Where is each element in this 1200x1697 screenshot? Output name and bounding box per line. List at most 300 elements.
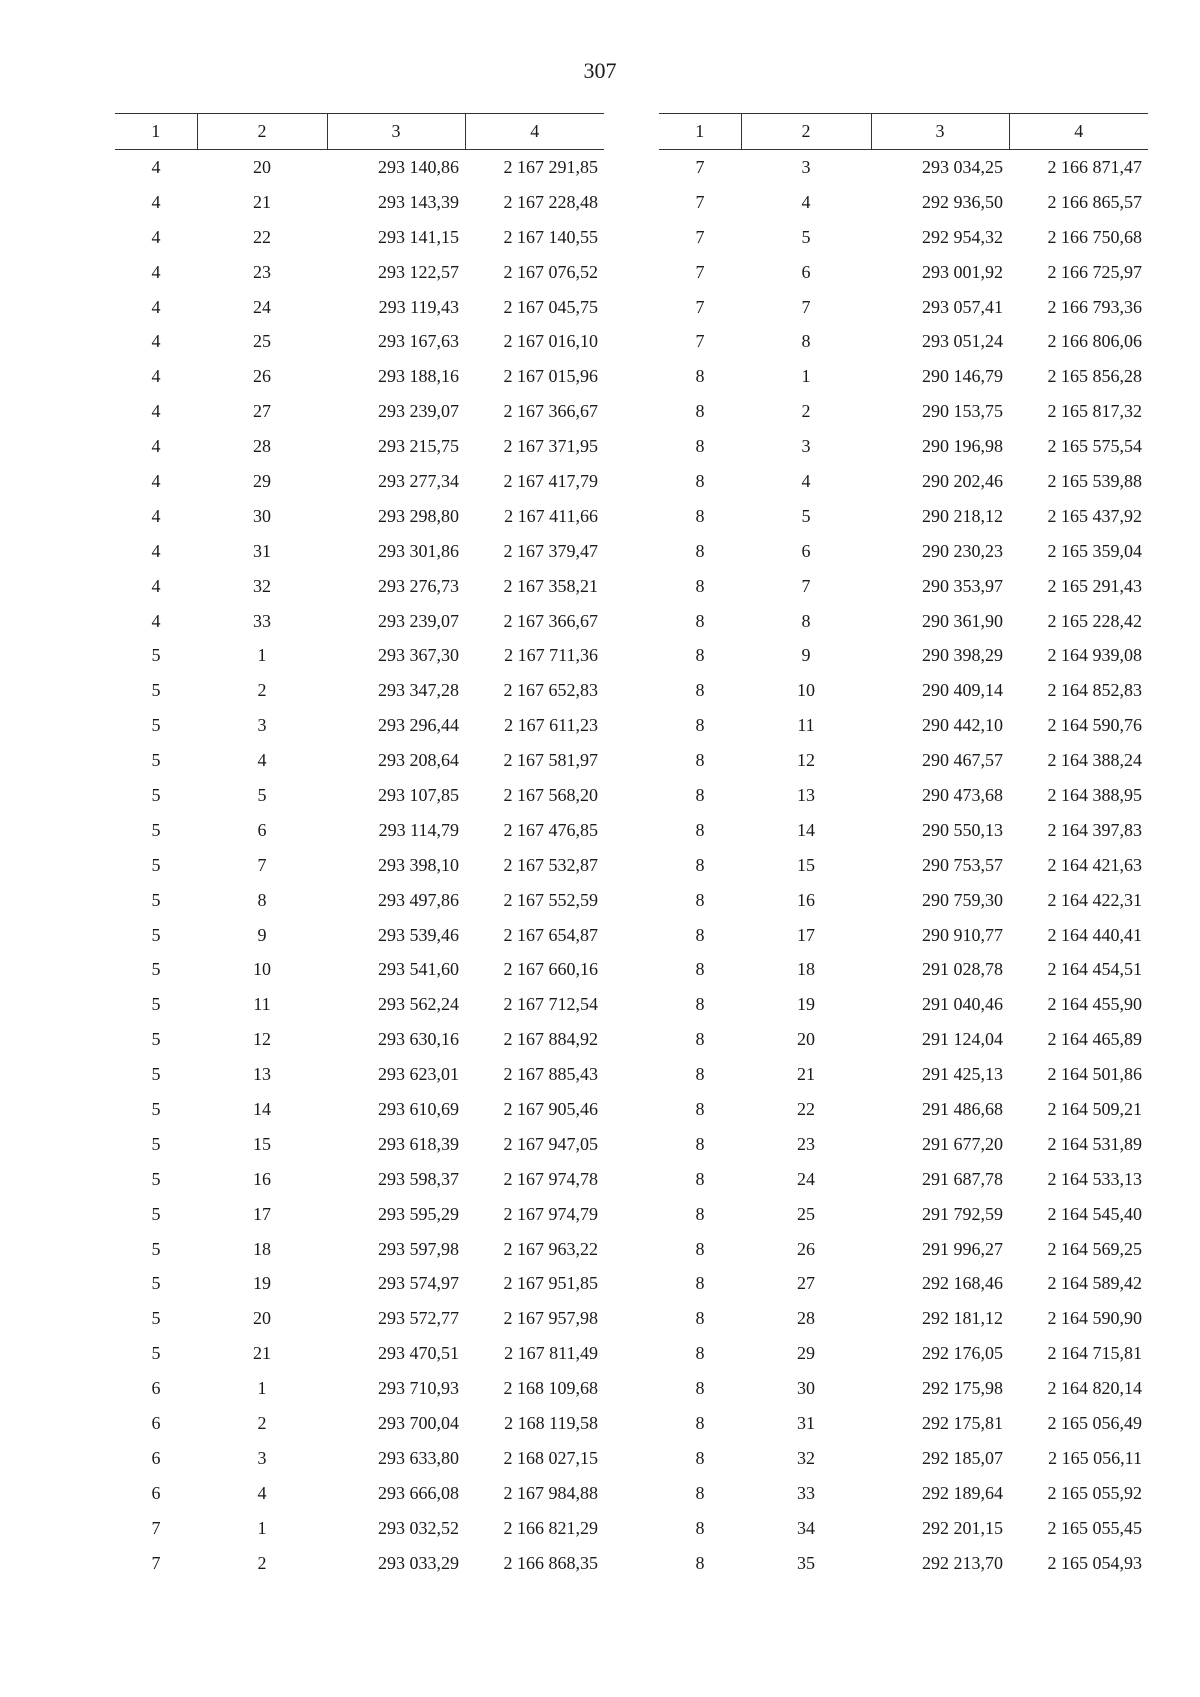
table-row bbox=[659, 638, 1148, 673]
cell-col-4: 2 164 590,90 bbox=[1047, 1308, 1142, 1329]
cell-col-1: 8 bbox=[695, 1064, 705, 1085]
cell-col-1: 8 bbox=[695, 1029, 705, 1050]
cell-col-2: 3 bbox=[801, 436, 811, 457]
cell-col-4: 2 164 715,81 bbox=[1047, 1343, 1142, 1364]
cell-col-2: 28 bbox=[253, 436, 271, 457]
table-row bbox=[659, 673, 1148, 708]
table-row bbox=[115, 918, 604, 953]
cell-col-3: 293 239,07 bbox=[378, 610, 459, 631]
table-row bbox=[659, 220, 1148, 255]
cell-col-2: 4 bbox=[257, 1482, 267, 1503]
cell-col-1: 5 bbox=[151, 1238, 161, 1259]
table-row bbox=[659, 1022, 1148, 1057]
table-row bbox=[115, 499, 604, 534]
table-row bbox=[115, 1057, 604, 1092]
cell-col-2: 13 bbox=[797, 784, 815, 805]
cell-col-1: 5 bbox=[151, 1273, 161, 1294]
cell-col-1: 7 bbox=[695, 331, 705, 352]
cell-col-2: 20 bbox=[797, 1029, 815, 1050]
table-row bbox=[659, 534, 1148, 569]
cell-col-2: 1 bbox=[257, 1378, 267, 1399]
cell-col-4: 2 167 885,43 bbox=[503, 1064, 598, 1085]
cell-col-1: 8 bbox=[695, 680, 705, 701]
cell-col-2: 32 bbox=[253, 575, 271, 596]
cell-col-3: 290 550,13 bbox=[922, 819, 1003, 840]
cell-col-3: 292 189,64 bbox=[922, 1482, 1003, 1503]
cell-col-3: 290 202,46 bbox=[922, 470, 1003, 491]
table-row bbox=[659, 743, 1148, 778]
cell-col-4: 2 164 440,41 bbox=[1047, 924, 1142, 945]
cell-col-3: 292 185,07 bbox=[922, 1447, 1003, 1468]
table-row bbox=[659, 1406, 1148, 1441]
cell-col-2: 10 bbox=[797, 680, 815, 701]
cell-col-3: 293 057,41 bbox=[922, 296, 1003, 317]
cell-col-4: 2 167 957,98 bbox=[503, 1308, 598, 1329]
cell-col-1: 8 bbox=[695, 924, 705, 945]
cell-col-1: 8 bbox=[695, 1482, 705, 1503]
cell-col-3: 291 996,27 bbox=[922, 1238, 1003, 1259]
cell-col-3: 290 759,30 bbox=[922, 889, 1003, 910]
cell-col-4: 2 165 817,32 bbox=[1047, 401, 1142, 422]
table-row bbox=[115, 394, 604, 429]
cell-col-2: 28 bbox=[797, 1308, 815, 1329]
cell-col-4: 2 166 821,29 bbox=[503, 1517, 598, 1538]
cell-col-2: 1 bbox=[257, 645, 267, 666]
cell-col-3: 290 398,29 bbox=[922, 645, 1003, 666]
table-row bbox=[115, 150, 604, 185]
cell-col-4: 2 167 411,66 bbox=[504, 505, 598, 526]
table-row bbox=[115, 1476, 604, 1511]
cell-col-2: 6 bbox=[801, 261, 811, 282]
cell-col-4: 2 166 793,36 bbox=[1047, 296, 1142, 317]
cell-col-2: 27 bbox=[797, 1273, 815, 1294]
cell-col-4: 2 164 454,51 bbox=[1047, 959, 1142, 980]
cell-col-1: 5 bbox=[151, 994, 161, 1015]
table-row bbox=[659, 1336, 1148, 1371]
cell-col-3: 292 175,81 bbox=[922, 1413, 1003, 1433]
cell-col-1: 7 bbox=[695, 156, 705, 177]
cell-col-2: 11 bbox=[253, 994, 271, 1015]
cell-col-4: 2 166 871,47 bbox=[1047, 156, 1142, 177]
table-row bbox=[659, 987, 1148, 1022]
column-header-4: 4 bbox=[465, 114, 604, 150]
cell-col-3: 293 700,04 bbox=[378, 1413, 459, 1433]
coordinates-table-left bbox=[115, 113, 604, 1581]
cell-col-4: 2 164 939,08 bbox=[1047, 645, 1142, 666]
cell-col-3: 290 361,90 bbox=[922, 610, 1003, 631]
cell-col-2: 13 bbox=[253, 1064, 271, 1085]
cell-col-4: 2 165 291,43 bbox=[1047, 575, 1142, 596]
cell-col-4: 2 167 140,55 bbox=[503, 226, 598, 247]
cell-col-4: 2 167 660,16 bbox=[503, 959, 598, 980]
cell-col-2: 19 bbox=[253, 1273, 271, 1294]
cell-col-4: 2 167 611,23 bbox=[504, 715, 598, 736]
cell-col-2: 31 bbox=[253, 540, 271, 561]
cell-col-3: 293 298,80 bbox=[378, 505, 459, 526]
cell-col-2: 2 bbox=[257, 1413, 267, 1433]
cell-col-1: 5 bbox=[151, 819, 161, 840]
table-row bbox=[115, 464, 604, 499]
cell-col-4: 2 164 589,42 bbox=[1047, 1273, 1142, 1294]
cell-col-3: 293 597,98 bbox=[378, 1238, 459, 1259]
cell-col-3: 293 277,34 bbox=[378, 470, 459, 491]
column-header-2: 2 bbox=[197, 114, 327, 150]
cell-col-1: 8 bbox=[695, 1238, 705, 1259]
cell-col-1: 5 bbox=[151, 715, 161, 736]
table-row bbox=[659, 1127, 1148, 1162]
cell-col-2: 5 bbox=[801, 505, 811, 526]
cell-col-3: 292 954,32 bbox=[922, 226, 1003, 247]
cell-col-1: 5 bbox=[151, 924, 161, 945]
table-row bbox=[115, 604, 604, 639]
table-row bbox=[659, 324, 1148, 359]
table-row bbox=[115, 708, 604, 743]
cell-col-4: 2 166 750,68 bbox=[1047, 226, 1142, 247]
cell-col-1: 6 bbox=[151, 1413, 161, 1433]
cell-col-4: 2 167 552,59 bbox=[503, 889, 598, 910]
table-row bbox=[115, 255, 604, 290]
cell-col-2: 26 bbox=[253, 366, 271, 387]
cell-col-4: 2 167 963,22 bbox=[503, 1238, 598, 1259]
cell-col-4: 2 164 545,40 bbox=[1047, 1203, 1142, 1224]
cell-col-1: 8 bbox=[695, 366, 705, 387]
cell-col-2: 14 bbox=[797, 819, 815, 840]
cell-col-2: 4 bbox=[257, 750, 267, 771]
cell-col-1: 8 bbox=[695, 854, 705, 875]
cell-col-2: 1 bbox=[801, 366, 811, 387]
cell-col-1: 8 bbox=[695, 1413, 705, 1433]
cell-col-1: 8 bbox=[695, 994, 705, 1015]
cell-col-3: 293 143,39 bbox=[378, 191, 459, 212]
table-row bbox=[659, 778, 1148, 813]
cell-col-1: 5 bbox=[151, 889, 161, 910]
cell-col-3: 293 598,37 bbox=[378, 1168, 459, 1189]
cell-col-1: 4 bbox=[151, 505, 161, 526]
cell-col-2: 2 bbox=[257, 1552, 267, 1573]
cell-col-4: 2 164 852,83 bbox=[1047, 680, 1142, 701]
table-row bbox=[659, 918, 1148, 953]
cell-col-3: 293 119,43 bbox=[378, 296, 459, 317]
cell-col-3: 291 425,13 bbox=[922, 1064, 1003, 1085]
table-row bbox=[659, 1301, 1148, 1336]
column-header-3: 3 bbox=[871, 114, 1009, 150]
table-row bbox=[659, 604, 1148, 639]
cell-col-1: 8 bbox=[695, 889, 705, 910]
column-header-3: 3 bbox=[327, 114, 465, 150]
cell-col-2: 17 bbox=[253, 1203, 271, 1224]
table-row bbox=[115, 1267, 604, 1302]
table-row bbox=[115, 569, 604, 604]
cell-col-4: 2 167 371,95 bbox=[503, 436, 598, 457]
cell-col-3: 293 239,07 bbox=[378, 401, 459, 422]
table-row bbox=[659, 848, 1148, 883]
cell-col-3: 293 497,86 bbox=[378, 889, 459, 910]
table-row bbox=[659, 150, 1148, 185]
cell-col-4: 2 167 228,48 bbox=[503, 191, 598, 212]
cell-col-1: 8 bbox=[695, 610, 705, 631]
cell-col-2: 23 bbox=[797, 1133, 815, 1154]
cell-col-2: 21 bbox=[253, 191, 271, 212]
cell-col-2: 24 bbox=[797, 1168, 815, 1189]
cell-col-4: 2 167 016,10 bbox=[503, 331, 598, 352]
cell-col-1: 4 bbox=[151, 436, 161, 457]
cell-col-4: 2 167 984,88 bbox=[503, 1482, 598, 1503]
cell-col-2: 11 bbox=[797, 715, 815, 736]
cell-col-1: 8 bbox=[695, 575, 705, 596]
cell-col-4: 2 167 652,83 bbox=[503, 680, 598, 701]
cell-col-3: 291 040,46 bbox=[922, 994, 1003, 1015]
cell-col-2: 23 bbox=[253, 261, 271, 282]
cell-col-3: 291 028,78 bbox=[922, 959, 1003, 980]
table-row bbox=[659, 1267, 1148, 1302]
cell-col-2: 1 bbox=[257, 1517, 267, 1538]
cell-col-2: 19 bbox=[797, 994, 815, 1015]
cell-col-1: 8 bbox=[695, 1378, 705, 1399]
cell-col-1: 5 bbox=[151, 959, 161, 980]
cell-col-3: 293 140,86 bbox=[378, 156, 459, 177]
cell-col-4: 2 165 056,11 bbox=[1048, 1447, 1142, 1468]
cell-col-3: 292 936,50 bbox=[922, 191, 1003, 212]
cell-col-4: 2 167 476,85 bbox=[503, 819, 598, 840]
cell-col-4: 2 168 027,15 bbox=[503, 1447, 598, 1468]
cell-col-1: 8 bbox=[695, 715, 705, 736]
cell-col-4: 2 164 533,13 bbox=[1047, 1168, 1142, 1189]
cell-col-1: 8 bbox=[695, 436, 705, 457]
cell-col-4: 2 167 568,20 bbox=[503, 784, 598, 805]
table-row bbox=[659, 1197, 1148, 1232]
cell-col-2: 33 bbox=[253, 610, 271, 631]
cell-col-2: 26 bbox=[797, 1238, 815, 1259]
column-header-2: 2 bbox=[741, 114, 871, 150]
cell-col-3: 290 910,77 bbox=[922, 924, 1003, 945]
cell-col-4: 2 164 422,31 bbox=[1047, 889, 1142, 910]
cell-col-1: 7 bbox=[695, 191, 705, 212]
cell-col-4: 2 167 905,46 bbox=[503, 1098, 598, 1119]
cell-col-3: 293 398,10 bbox=[378, 854, 459, 875]
cell-col-3: 290 442,10 bbox=[922, 715, 1003, 736]
cell-col-1: 7 bbox=[695, 261, 705, 282]
cell-col-4: 2 167 884,92 bbox=[503, 1029, 598, 1050]
cell-col-1: 8 bbox=[695, 1098, 705, 1119]
table-row bbox=[115, 534, 604, 569]
page-number: 307 bbox=[583, 58, 617, 83]
cell-col-4: 2 164 421,63 bbox=[1047, 854, 1142, 875]
cell-col-4: 2 167 951,85 bbox=[503, 1273, 598, 1294]
table-row bbox=[115, 429, 604, 464]
cell-col-2: 27 bbox=[253, 401, 271, 422]
cell-col-3: 293 633,80 bbox=[378, 1447, 459, 1468]
cell-col-1: 8 bbox=[695, 1343, 705, 1364]
cell-col-4: 2 164 501,86 bbox=[1047, 1064, 1142, 1085]
cell-col-1: 7 bbox=[695, 226, 705, 247]
cell-col-3: 293 051,24 bbox=[922, 331, 1003, 352]
cell-col-4: 2 165 054,93 bbox=[1047, 1552, 1142, 1573]
table-row bbox=[659, 429, 1148, 464]
cell-col-2: 4 bbox=[801, 191, 811, 212]
cell-col-1: 5 bbox=[151, 1168, 161, 1189]
cell-col-1: 5 bbox=[151, 1133, 161, 1154]
table-row bbox=[659, 290, 1148, 325]
cell-col-2: 5 bbox=[257, 784, 267, 805]
cell-col-1: 8 bbox=[695, 1552, 705, 1573]
cell-col-4: 2 168 119,58 bbox=[504, 1413, 598, 1433]
cell-col-4: 2 167 532,87 bbox=[503, 854, 598, 875]
cell-col-4: 2 166 725,97 bbox=[1047, 261, 1142, 282]
cell-col-2: 21 bbox=[797, 1064, 815, 1085]
cell-col-4: 2 167 947,05 bbox=[503, 1133, 598, 1154]
cell-col-3: 293 167,63 bbox=[378, 331, 459, 352]
cell-col-4: 2 166 868,35 bbox=[503, 1552, 598, 1573]
table-row bbox=[115, 778, 604, 813]
table-row bbox=[115, 1406, 604, 1441]
cell-col-4: 2 167 358,21 bbox=[503, 575, 598, 596]
cell-col-3: 291 792,59 bbox=[922, 1203, 1003, 1224]
table-row bbox=[115, 883, 604, 918]
cell-col-1: 4 bbox=[151, 610, 161, 631]
cell-col-4: 2 167 711,36 bbox=[504, 645, 598, 666]
table-row bbox=[115, 1162, 604, 1197]
cell-col-2: 31 bbox=[797, 1413, 815, 1433]
cell-col-2: 6 bbox=[257, 819, 267, 840]
cell-col-3: 293 572,77 bbox=[378, 1308, 459, 1329]
table-row bbox=[659, 708, 1148, 743]
cell-col-4: 2 167 045,75 bbox=[503, 296, 598, 317]
table-row bbox=[115, 673, 604, 708]
cell-col-1: 8 bbox=[695, 1203, 705, 1224]
coordinates-table-right bbox=[659, 113, 1148, 1581]
cell-col-2: 25 bbox=[253, 331, 271, 352]
cell-col-3: 292 168,46 bbox=[922, 1273, 1003, 1294]
cell-col-1: 6 bbox=[151, 1482, 161, 1503]
table-row bbox=[115, 1441, 604, 1476]
table-header-row bbox=[115, 114, 604, 150]
cell-col-4: 2 166 865,57 bbox=[1047, 191, 1142, 212]
cell-col-2: 7 bbox=[801, 296, 811, 317]
cell-col-3: 293 630,16 bbox=[378, 1029, 459, 1050]
cell-col-1: 4 bbox=[151, 540, 161, 561]
cell-col-4: 2 165 856,28 bbox=[1047, 366, 1142, 387]
cell-col-3: 293 539,46 bbox=[378, 924, 459, 945]
cell-col-1: 5 bbox=[151, 1029, 161, 1050]
table-row bbox=[115, 638, 604, 673]
cell-col-1: 7 bbox=[151, 1552, 161, 1573]
cell-col-1: 8 bbox=[695, 1133, 705, 1154]
cell-col-3: 291 486,68 bbox=[922, 1098, 1003, 1119]
table-row bbox=[115, 324, 604, 359]
cell-col-4: 2 168 109,68 bbox=[503, 1378, 598, 1399]
cell-col-4: 2 164 569,25 bbox=[1047, 1238, 1142, 1259]
cell-col-1: 8 bbox=[695, 750, 705, 771]
cell-col-4: 2 165 539,88 bbox=[1047, 470, 1142, 491]
cell-col-2: 9 bbox=[257, 924, 267, 945]
cell-col-3: 293 574,97 bbox=[378, 1273, 459, 1294]
cell-col-3: 293 215,75 bbox=[378, 436, 459, 457]
cell-col-2: 32 bbox=[797, 1447, 815, 1468]
table-row bbox=[659, 255, 1148, 290]
cell-col-4: 2 167 291,85 bbox=[503, 156, 598, 177]
table-row bbox=[115, 1127, 604, 1162]
cell-col-1: 4 bbox=[151, 191, 161, 212]
cell-col-1: 7 bbox=[151, 1517, 161, 1538]
cell-col-3: 293 710,93 bbox=[378, 1378, 459, 1399]
cell-col-4: 2 167 581,97 bbox=[503, 750, 598, 771]
cell-col-2: 16 bbox=[797, 889, 815, 910]
cell-col-4: 2 167 366,67 bbox=[503, 401, 598, 422]
table-row bbox=[115, 1336, 604, 1371]
cell-col-4: 2 166 806,06 bbox=[1047, 331, 1142, 352]
table-row bbox=[659, 1371, 1148, 1406]
table-row bbox=[115, 1092, 604, 1127]
table-row bbox=[659, 464, 1148, 499]
cell-col-3: 293 347,28 bbox=[378, 680, 459, 701]
cell-col-2: 15 bbox=[797, 854, 815, 875]
cell-col-4: 2 167 712,54 bbox=[503, 994, 598, 1015]
cell-col-4: 2 165 055,92 bbox=[1047, 1482, 1142, 1503]
cell-col-4: 2 164 820,14 bbox=[1047, 1378, 1142, 1399]
cell-col-3: 293 033,29 bbox=[378, 1552, 459, 1573]
cell-col-1: 5 bbox=[151, 680, 161, 701]
cell-col-2: 2 bbox=[257, 680, 267, 701]
table-row bbox=[115, 743, 604, 778]
cell-col-2: 7 bbox=[801, 575, 811, 596]
cell-col-3: 290 218,12 bbox=[922, 505, 1003, 526]
cell-col-4: 2 164 590,76 bbox=[1047, 715, 1142, 736]
table-row bbox=[659, 359, 1148, 394]
cell-col-3: 290 146,79 bbox=[922, 366, 1003, 387]
table-header-row bbox=[659, 114, 1148, 150]
cell-col-3: 290 753,57 bbox=[922, 854, 1003, 875]
cell-col-4: 2 165 359,04 bbox=[1047, 540, 1142, 561]
cell-col-3: 293 208,64 bbox=[378, 750, 459, 771]
cell-col-4: 2 167 379,47 bbox=[503, 540, 598, 561]
cell-col-3: 293 623,01 bbox=[378, 1064, 459, 1085]
cell-col-4: 2 167 015,96 bbox=[503, 366, 598, 387]
cell-col-1: 4 bbox=[151, 296, 161, 317]
cell-col-4: 2 164 531,89 bbox=[1047, 1133, 1142, 1154]
cell-col-1: 4 bbox=[151, 156, 161, 177]
cell-col-1: 8 bbox=[695, 1308, 705, 1329]
cell-col-2: 35 bbox=[797, 1552, 815, 1573]
cell-col-4: 2 167 417,79 bbox=[503, 470, 598, 491]
table-row bbox=[659, 185, 1148, 220]
cell-col-4: 2 165 228,42 bbox=[1047, 610, 1142, 631]
cell-col-4: 2 165 437,92 bbox=[1047, 505, 1142, 526]
table-row bbox=[115, 359, 604, 394]
cell-col-2: 17 bbox=[797, 924, 815, 945]
cell-col-2: 33 bbox=[797, 1482, 815, 1503]
cell-col-2: 8 bbox=[801, 610, 811, 631]
cell-col-4: 2 164 509,21 bbox=[1047, 1098, 1142, 1119]
cell-col-1: 4 bbox=[151, 366, 161, 387]
cell-col-2: 18 bbox=[253, 1238, 271, 1259]
cell-col-3: 293 367,30 bbox=[378, 645, 459, 666]
cell-col-1: 8 bbox=[695, 540, 705, 561]
cell-col-1: 5 bbox=[151, 1203, 161, 1224]
table-row bbox=[659, 1092, 1148, 1127]
cell-col-3: 293 541,60 bbox=[378, 959, 459, 980]
cell-col-4: 2 165 575,54 bbox=[1047, 436, 1142, 457]
cell-col-1: 5 bbox=[151, 784, 161, 805]
cell-col-3: 293 001,92 bbox=[922, 261, 1003, 282]
cell-col-2: 5 bbox=[801, 226, 811, 247]
cell-col-3: 293 301,86 bbox=[378, 540, 459, 561]
cell-col-1: 6 bbox=[151, 1378, 161, 1399]
cell-col-2: 12 bbox=[253, 1029, 271, 1050]
cell-col-1: 5 bbox=[151, 645, 161, 666]
cell-col-1: 5 bbox=[151, 1343, 161, 1364]
cell-col-3: 293 141,15 bbox=[378, 226, 459, 247]
column-header-1: 1 bbox=[115, 114, 197, 150]
